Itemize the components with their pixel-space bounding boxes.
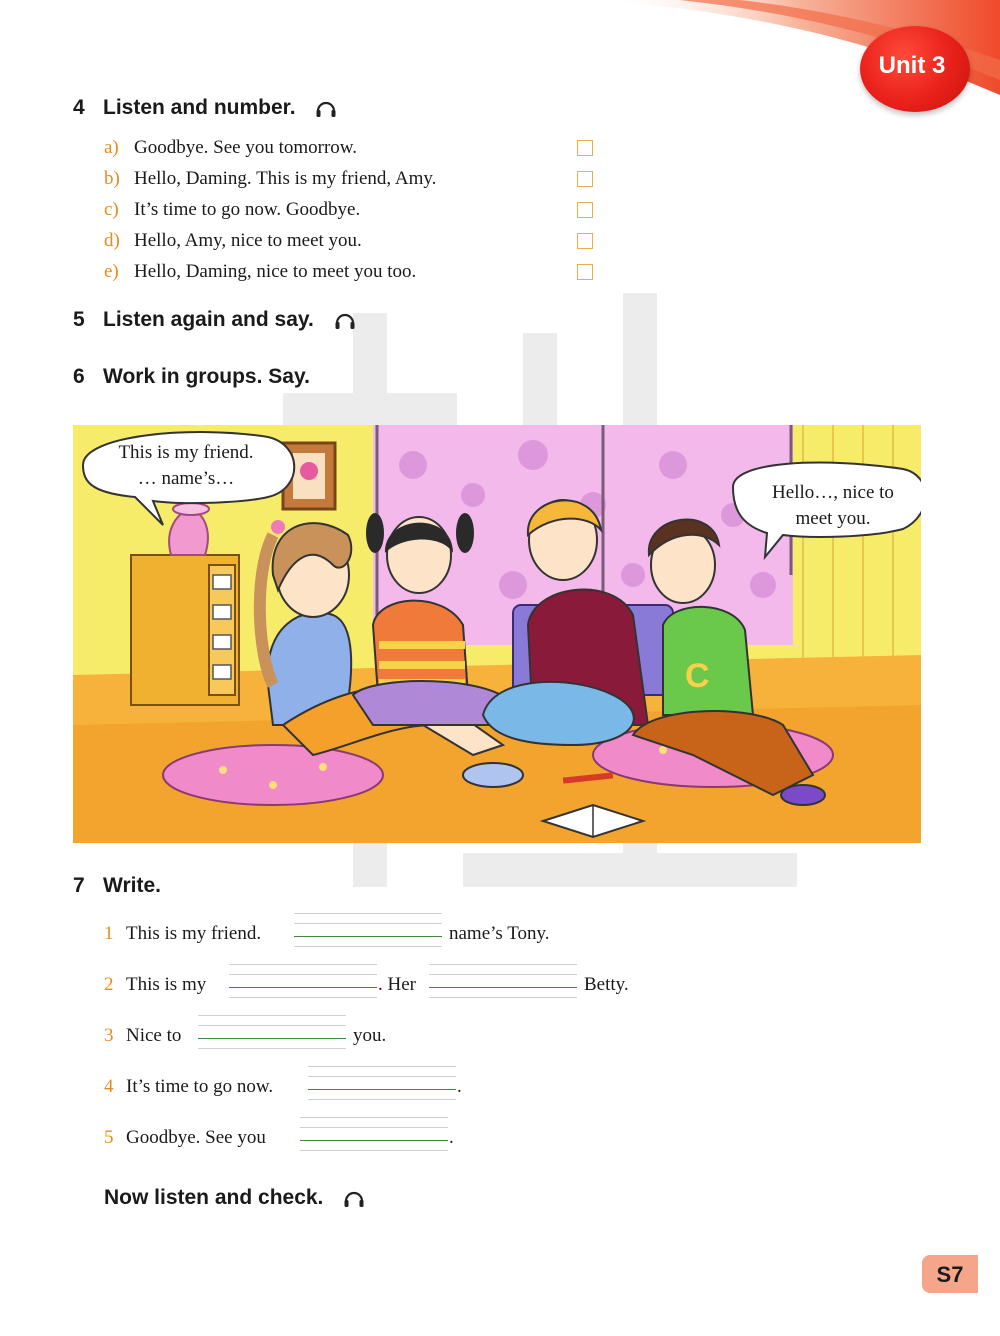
- listen-check-heading: Now listen and check.: [104, 1186, 365, 1210]
- section-5-heading: 5 Listen again and say.: [73, 308, 356, 332]
- svg-text:C: C: [685, 657, 710, 695]
- headphones-icon[interactable]: [334, 309, 356, 331]
- unit-label: Unit 3: [878, 52, 946, 79]
- write-row-tail: Betty.: [584, 974, 629, 995]
- speech-bubble-right: Hello…, nice to meet you.: [772, 482, 894, 529]
- answer-checkbox[interactable]: [577, 233, 593, 249]
- write-row-tail: name’s Tony.: [449, 923, 550, 944]
- list-item: a) Goodbye. See you tomorrow.: [104, 137, 358, 158]
- answer-checkbox[interactable]: [577, 264, 593, 280]
- answer-checkbox[interactable]: [577, 202, 593, 218]
- answer-blank[interactable]: [429, 964, 577, 998]
- write-row: 3 Nice to: [104, 1025, 182, 1046]
- headphones-icon[interactable]: [343, 1187, 365, 1209]
- answer-checkbox[interactable]: [577, 171, 593, 187]
- answer-checkbox[interactable]: [577, 140, 593, 156]
- write-row-mid: . Her: [378, 974, 416, 995]
- answer-blank[interactable]: [229, 964, 377, 998]
- page-number: S7: [936, 1262, 964, 1287]
- section-7-heading: 7 Write.: [73, 874, 161, 897]
- answer-blank[interactable]: [198, 1015, 346, 1049]
- write-row-tail: .: [457, 1076, 462, 1097]
- headphones-icon[interactable]: [315, 97, 337, 119]
- list-item: b) Hello, Daming. This is my friend, Amy.: [104, 168, 437, 189]
- speech-bubble-left: This is my friend. … name’s…: [118, 442, 254, 489]
- section-title: Listen and number.: [103, 96, 296, 119]
- write-row: 2 This is my: [104, 974, 207, 995]
- write-row: 1 This is my friend.: [104, 923, 262, 944]
- list-item: d) Hello, Amy, nice to meet you.: [104, 230, 362, 251]
- write-row-tail: you.: [353, 1025, 387, 1046]
- section-number: 4: [73, 96, 85, 119]
- write-row: 4 It’s time to go now.: [104, 1076, 274, 1097]
- section-4-heading: [73, 96, 337, 120]
- answer-blank[interactable]: [294, 913, 442, 947]
- list-item: e) Hello, Daming, nice to meet you too.: [104, 261, 417, 282]
- answer-blank[interactable]: [300, 1117, 448, 1151]
- section-6-heading: 6 Work in groups. Say.: [73, 365, 310, 388]
- list-item: c) It’s time to go now. Goodbye.: [104, 199, 361, 220]
- write-row-tail: .: [449, 1127, 454, 1148]
- answer-blank[interactable]: [308, 1066, 456, 1100]
- write-row: 5 Goodbye. See you: [104, 1127, 266, 1148]
